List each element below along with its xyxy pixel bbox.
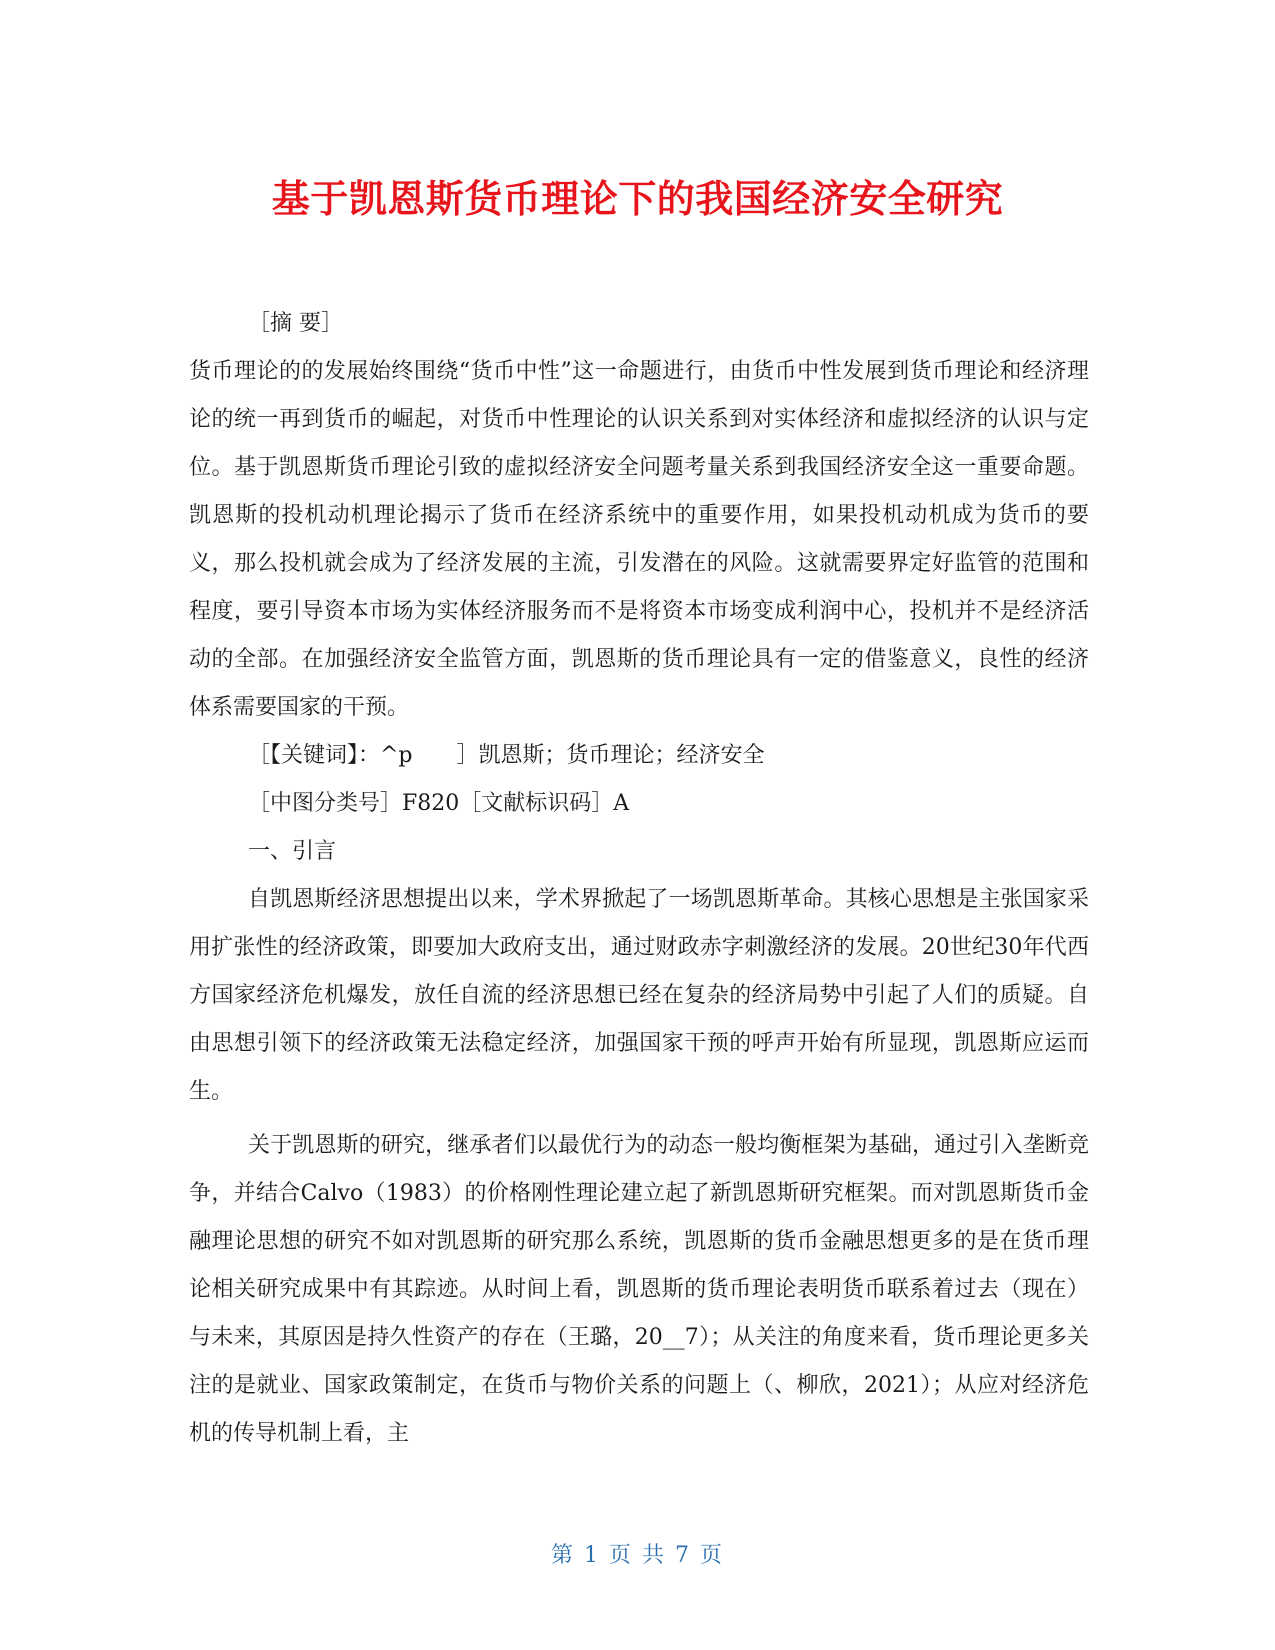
section-heading: 一、引言 (248, 839, 337, 864)
abstract-label: ［摘 要］ (248, 311, 343, 336)
abstract-text: 货币理论的的发展始终围绕“货币中性”这一命题进行，由货币中性发展到货币理论和经济理论的统一再到货币的崛起，对货币中性理论的认识关系到对实体经济和虚拟经济的认识与定位。基于凯恩斯货币理论引致的虚拟经济安全问题考量关系到我国经济安全这一重要命题。凯恩斯的投机动机理论揭示了货币在经济系统中的重要作用，如果投机动机成为货币的要义，那么投机就会成为了经济发展的主流，引发潜在的风险。这就需要界定好监管的范围和程度，要引导资本市场为实体经济服务而不是将资本市场变成利润中心，投机并不是经济活动的全部。在加强经济安全监管方面，凯恩斯的货币理论具有一定的借鉴意义，良性的经济体系需要国家的干预。 (189, 359, 1089, 720)
classification-line: ［中图分类号］F820［文献标识码］A (248, 791, 630, 816)
document-title: 基于凯恩斯货币理论下的我国经济安全研究 (271, 177, 1004, 221)
page-number-footer: 第 1 页 共 7 页 (551, 1543, 724, 1568)
document-body (189, 300, 1089, 1458)
keywords-line: ［【关键词】：^p ］凯恩斯；货币理论；经济安全 (248, 743, 765, 768)
body-paragraph: 自凯恩斯经济思想提出以来，学术界掀起了一场凯恩斯革命。其核心思想是主张国家采用扩张性的经济政策，即要加大政府支出，通过财政赤字刺激经济的发展。20世纪30年代西方国家经济危机爆发，放任自流的经济思想已经在复杂的经济局势中引起了人们的质疑。自由思想引领下的经济政策无法稳定经济，加强国家干预的呼声开始有所显现，凯恩斯应运而生。 (189, 887, 1089, 1104)
body-paragraph: 关于凯恩斯的研究，继承者们以最优行为的动态一般均衡框架为基础，通过引入垄断竞争，并结合Calvo（1983）的价格刚性理论建立起了新凯恩斯研究框架。而对凯恩斯货币金融理论思想的研究不如对凯恩斯的研究那么系统，凯恩斯的货币金融思想更多的是在货币理论相关研究成果中有其踪迹。从时间上看，凯恩斯的货币理论表明货币联系着过去（现在）与未来，其原因是持久性资产的存在（王璐，20__7）；从关注的角度来看，货币理论更多关注的是就业、国家政策制定，在货币与物价关系的问题上（、柳欣，2021）；从应对经济危机的传导机制上看，主 (189, 1133, 1089, 1446)
